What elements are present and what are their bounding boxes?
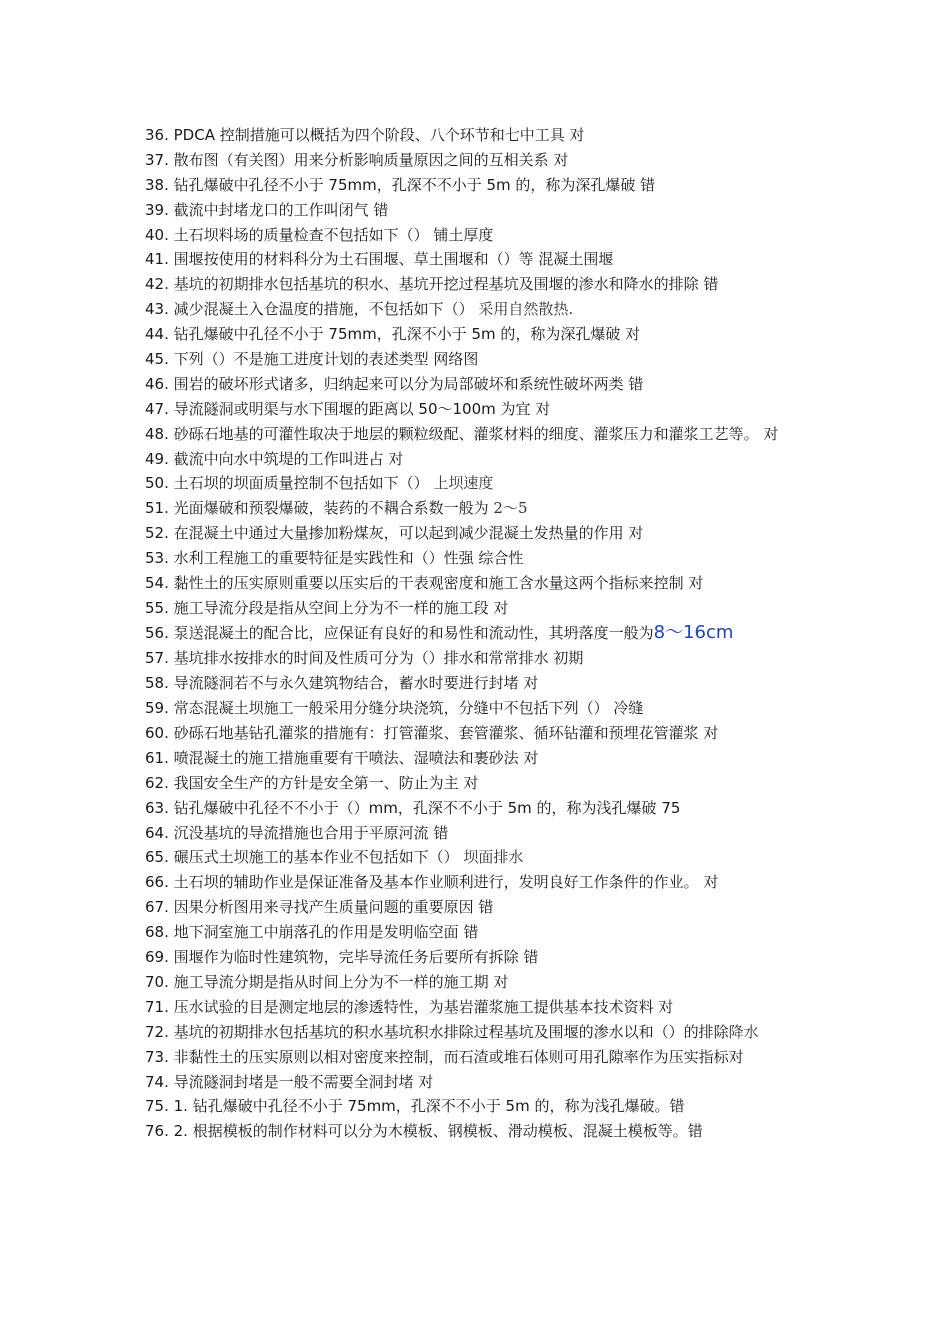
item-number: 42.	[145, 275, 169, 294]
item-number: 70.	[145, 972, 169, 991]
item-text: 压水试验的目是测定地层的渗透特性，为基岩灌浆施工提供基本技术资料 对	[168, 997, 674, 1016]
item-number: 62.	[145, 773, 169, 792]
list-item	[145, 771, 810, 796]
list-item	[145, 347, 810, 372]
item-number: 67.	[145, 898, 169, 917]
item-number: 39.	[145, 200, 169, 219]
item-text: 沉没基坑的导流措施也合用于平原河流 错	[168, 823, 449, 842]
item-text: 地下洞室施工中崩落孔的作用是发明临空面 错	[168, 923, 479, 942]
list-item	[145, 945, 810, 970]
list-item	[145, 247, 810, 272]
item-number: 56.	[145, 623, 169, 642]
list-item	[145, 1094, 810, 1119]
question-list	[145, 123, 810, 1144]
item-text: 截流中封堵龙口的工作叫闭气 错	[168, 200, 389, 219]
item-text: 我国安全生产的方针是安全第一、防止为主 对	[168, 773, 479, 792]
item-text: 喷混凝土的施工措施重要有干喷法、湿喷法和裹砂法 对	[168, 748, 539, 767]
item-answer: 降水	[728, 1022, 759, 1041]
item-text: 截流中向水中筑堤的工作叫进占 对	[168, 449, 404, 468]
item-text: 泵送混凝土的配合比，应保证有良好的和易性和流动性，其坍落度一般为	[168, 623, 654, 642]
item-number: 76.	[145, 1122, 169, 1141]
item-number: 64.	[145, 823, 169, 842]
item-text: 施工导流分期是指从时间上分为不一样的施工期 对	[168, 972, 509, 991]
list-item	[145, 721, 810, 746]
list-item	[145, 297, 810, 322]
item-answer: 采用自然散热.	[478, 300, 574, 319]
list-item	[145, 796, 810, 821]
item-number: 72.	[145, 1022, 169, 1041]
list-item	[145, 1070, 810, 1095]
item-number: 69.	[145, 948, 169, 967]
item-number: 75.	[145, 1097, 169, 1116]
item-answer: 坝面排水	[463, 848, 524, 867]
item-text: 土石坝的坝面质量控制不包括如下（）	[168, 474, 434, 493]
item-answer: 8～16cm	[653, 621, 734, 643]
item-number: 52.	[145, 524, 169, 543]
list-item	[145, 746, 810, 771]
list-item	[145, 920, 810, 945]
item-text: 下列（）不是施工进度计划的表述类型 网络图	[168, 350, 479, 369]
list-item	[145, 198, 810, 223]
item-text: 1. 钻孔爆破中孔径不小于 75mm，孔深不不小于 5m 的，称为浅孔爆破。错	[168, 1097, 685, 1116]
item-text: 基坑排水按排水的时间及性质可分为（）排水和常常排水 初期	[168, 649, 584, 668]
item-number: 54.	[145, 574, 169, 593]
list-item	[145, 821, 810, 846]
list-item	[145, 1119, 810, 1144]
item-number: 36.	[145, 126, 169, 144]
item-text: 施工导流分段是指从空间上分为不一样的施工段 对	[168, 598, 509, 617]
list-item	[145, 995, 810, 1020]
item-number: 57.	[145, 649, 169, 668]
item-number: 44.	[145, 325, 169, 344]
item-text: 散布图（有关图）用来分析影响质量原因之间的互相关系 对	[168, 150, 569, 169]
item-text: PDCA 控制措施可以概括为四个阶段、八个环节和七中工具 对	[168, 126, 585, 144]
list-item	[145, 496, 810, 521]
item-number: 74.	[145, 1072, 169, 1091]
item-number: 49.	[145, 449, 169, 468]
item-number: 51.	[145, 499, 169, 518]
item-text: 钻孔爆破中孔径不小于 75mm，孔深不小于 5m 的，称为深孔爆破 对	[168, 325, 641, 344]
list-item	[145, 895, 810, 920]
list-item	[145, 596, 810, 621]
item-answer: 上坝速度	[433, 474, 494, 493]
item-text: 导流隧洞或明渠与水下围堰的距离以 50～100m 为宜 对	[168, 399, 551, 418]
item-number: 58.	[145, 674, 169, 693]
item-text: 黏性土的压实原则重要以压实后的干表观密度和施工含水量这两个指标来控制 对	[168, 574, 704, 593]
item-number: 40.	[145, 225, 169, 244]
item-number: 43.	[145, 300, 169, 319]
item-answer: 2～5	[493, 499, 528, 518]
list-item	[145, 521, 810, 546]
item-number: 55.	[145, 598, 169, 617]
item-text: 土石坝料场的质量检查不包括如下（） 铺土厚度	[168, 225, 494, 244]
list-item	[145, 671, 810, 696]
list-item	[145, 845, 810, 870]
item-number: 68.	[145, 923, 169, 942]
item-number: 65.	[145, 848, 169, 867]
list-item	[145, 1020, 810, 1045]
item-number: 71.	[145, 997, 169, 1016]
item-number: 66.	[145, 873, 169, 892]
item-text: 导流隧洞封堵是一般不需要全洞封堵 对	[168, 1072, 434, 1091]
item-number: 48.	[145, 424, 169, 443]
item-text: 钻孔爆破中孔径不不小于（）mm，孔深不不小于 5m 的，称为浅孔爆破 75	[168, 798, 681, 817]
item-number: 38.	[145, 175, 169, 194]
item-number: 59.	[145, 699, 169, 718]
item-text: 2. 根据模板的制作材料可以分为木模板、钢模板、滑动模板、混凝土模板等。错	[168, 1122, 703, 1141]
list-item	[145, 471, 810, 496]
item-text: 水利工程施工的重要特征是实践性和（）性强 综合性	[168, 549, 524, 568]
item-number: 37.	[145, 150, 169, 169]
list-item	[145, 422, 810, 447]
item-number: 73.	[145, 1047, 169, 1066]
item-text: 围岩的破坏形式诸多，归纳起来可以分为局部破坏和系统性破坏两类 错	[168, 374, 644, 393]
item-number: 53.	[145, 549, 169, 568]
list-item	[145, 223, 810, 248]
item-number: 41.	[145, 250, 169, 269]
list-item	[145, 148, 810, 173]
item-text: 因果分析图用来寻找产生质量问题的重要原因 错	[168, 898, 494, 917]
list-item	[145, 372, 810, 397]
item-text: 非黏性土的压实原则以相对密度来控制，而石渣或堆石体则可用孔隙率作为压实指标对	[168, 1047, 744, 1066]
list-item	[145, 322, 810, 347]
item-number: 46.	[145, 374, 169, 393]
item-number: 61.	[145, 748, 169, 767]
item-text: 导流隧洞若不与永久建筑物结合，蓄水时要进行封堵 对	[168, 674, 539, 693]
item-number: 47.	[145, 399, 169, 418]
item-number: 50.	[145, 474, 169, 493]
item-text: 土石坝的辅助作业是保证准备及基本作业顺利进行，发明良好工作条件的作业。 对	[168, 873, 719, 892]
item-text: 基坑的初期排水包括基坑的积水、基坑开挖过程基坑及围堰的渗水和降水的排除 错	[168, 275, 719, 294]
item-text: 碾压式土坝施工的基本作业不包括如下（）	[168, 848, 464, 867]
item-number: 45.	[145, 350, 169, 369]
item-text: 围堰作为临时性建筑物，完毕导流任务后要所有拆除 错	[168, 948, 539, 967]
list-item	[145, 646, 810, 671]
list-item	[145, 621, 810, 647]
item-text: 砂砾石地基的可灌性取决于地层的颗粒级配、灌浆材料的细度、灌浆压力和灌浆工艺等。 对	[168, 424, 779, 443]
item-text: 常态混凝土坝施工一般采用分缝分块浇筑，分缝中不包括下列（） 冷缝	[168, 699, 644, 718]
list-item	[145, 1045, 810, 1070]
item-text: 减少混凝土入仓温度的措施，不包括如下（）	[168, 300, 479, 319]
item-text: 围堰按使用的材料科分为土石围堰、草土围堰和（）等 混凝土围堰	[168, 250, 614, 269]
item-number: 63.	[145, 798, 169, 817]
list-item	[145, 173, 810, 198]
list-item	[145, 123, 810, 148]
item-text: 光面爆破和预裂爆破，装药的不耦合系数一般为	[168, 499, 494, 518]
list-item	[145, 970, 810, 995]
item-text: 在混凝土中通过大量掺加粉煤灰，可以起到减少混凝土发热量的作用 对	[168, 524, 644, 543]
list-item	[145, 397, 810, 422]
list-item	[145, 447, 810, 472]
item-text: 砂砾石地基钻孔灌浆的措施有：打管灌浆、套管灌浆、循环钻灌和预埋花管灌浆 对	[168, 724, 719, 742]
list-item	[145, 546, 810, 571]
list-item	[145, 870, 810, 895]
list-item	[145, 571, 810, 596]
item-text: 钻孔爆破中孔径不小于 75mm，孔深不不小于 5m 的，称为深孔爆破 错	[168, 175, 656, 194]
item-text: 基坑的初期排水包括基坑的积水基坑积水排除过程基坑及围堰的渗水以和（）的排除	[168, 1022, 729, 1041]
list-item	[145, 696, 810, 721]
list-item	[145, 272, 810, 297]
item-number: 60.	[145, 724, 169, 742]
